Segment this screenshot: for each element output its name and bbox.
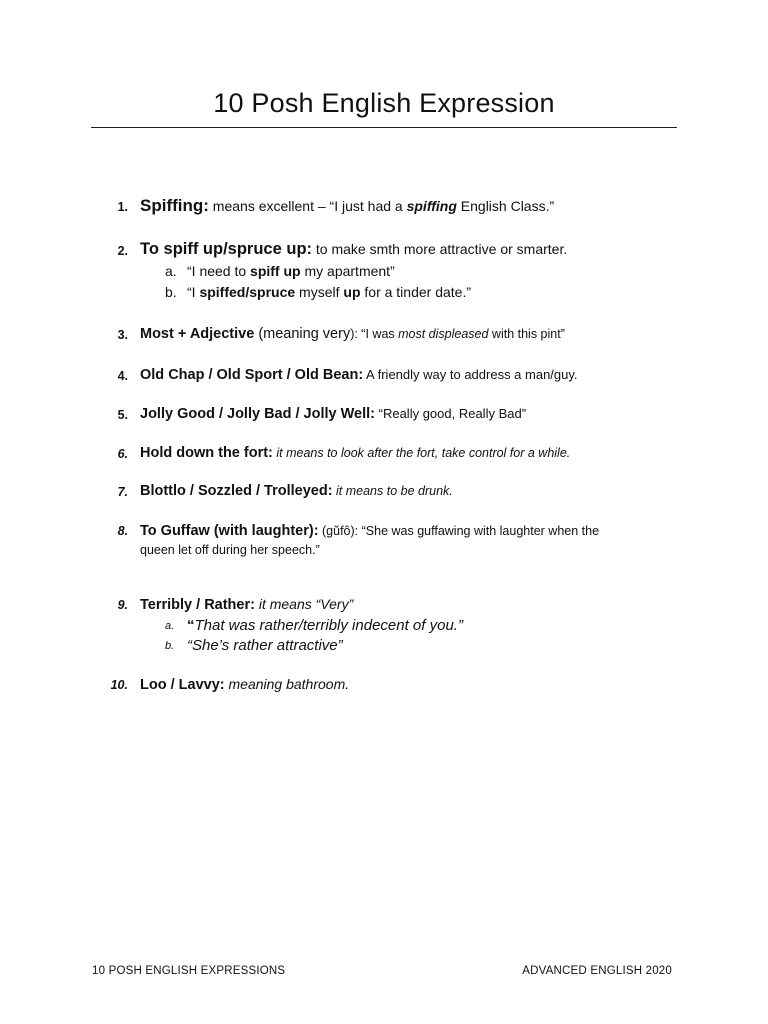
item-heading: Most + Adjective [140, 326, 255, 342]
sub-item-bold: spiffed/spruce [199, 284, 296, 300]
sub-item-bold: spiff up [250, 263, 301, 279]
page-title: 10 Posh English Expression [213, 88, 555, 118]
sub-item-bold: “ [187, 617, 195, 634]
item-number: 10. [110, 678, 128, 692]
item-heading: To Guffaw (with laughter): [140, 523, 319, 539]
sub-item-text: “She’s rather attractive” [187, 637, 343, 654]
item-number: 4. [117, 369, 128, 383]
item-text: means excellent – “I just had a [208, 198, 407, 214]
item-number: 1. [117, 200, 128, 214]
sub-item-text: “I need to [187, 263, 251, 279]
item-text: A friendly way to address a man/guy. [363, 367, 578, 382]
item-text: meaning bathroom. [224, 676, 350, 692]
sub-item-letter: b. [165, 640, 175, 652]
sub-item-text: for a tinder date.” [360, 284, 472, 300]
item-emphasis: most displeased [398, 327, 489, 341]
item-heading: Jolly Good / Jolly Bad / Jolly Well: [140, 406, 376, 422]
item-heading: Spiffing: [140, 196, 209, 215]
footer-left: 10 POSH ENGLISH EXPRESSIONS [92, 965, 286, 977]
item-text: ): “I was [350, 327, 399, 341]
item-heading: Terribly / Rather: [140, 597, 255, 613]
item-text: it means to be drunk. [332, 484, 453, 498]
item-paren: (meaning very [254, 326, 351, 342]
item-text: “Really good, Really Bad” [375, 406, 527, 421]
item-number: 9. [117, 598, 128, 612]
item-emphasis: spiffing [406, 198, 457, 214]
sub-item-text: myself [295, 284, 344, 300]
sub-item-letter: b. [165, 284, 177, 300]
item-number: 2. [117, 244, 128, 258]
item-heading: Loo / Lavvy: [140, 677, 225, 693]
item-text: English Class.” [456, 198, 555, 214]
item-heading: To spiff up/spruce up: [140, 240, 313, 258]
sub-item-letter: a. [165, 263, 177, 279]
item-number: 5. [117, 408, 128, 422]
item-number: 3. [117, 328, 128, 342]
item-number: 7. [117, 485, 128, 499]
sub-item-text: my apartment” [300, 263, 395, 279]
item-text: it means to look after the fort, take control for a while. [272, 446, 571, 460]
item-text: queen let off during her speech.” [140, 543, 320, 557]
footer-right: ADVANCED ENGLISH 2020 [522, 965, 672, 977]
item-heading: Blottlo / Sozzled / Trolleyed: [140, 483, 333, 499]
item-text: it means “Very” [254, 596, 354, 612]
sub-item-text: That was rather/terribly indecent of you.” [194, 617, 463, 634]
item-text: to make smth more attractive or smarter. [312, 241, 568, 257]
item-text: with this pint” [488, 327, 565, 341]
item-number: 6. [117, 447, 128, 461]
sub-item-letter: a. [165, 620, 175, 632]
sub-item-bold: up [343, 284, 361, 300]
sub-item-text: “I [187, 284, 200, 300]
item-text: (gŭfô): “She was guffawing with laughter when the [318, 524, 600, 538]
item-heading: Old Chap / Old Sport / Old Bean: [140, 367, 364, 383]
title-underline [91, 127, 677, 128]
item-number: 8. [117, 524, 128, 538]
item-heading: Hold down the fort: [140, 445, 273, 461]
